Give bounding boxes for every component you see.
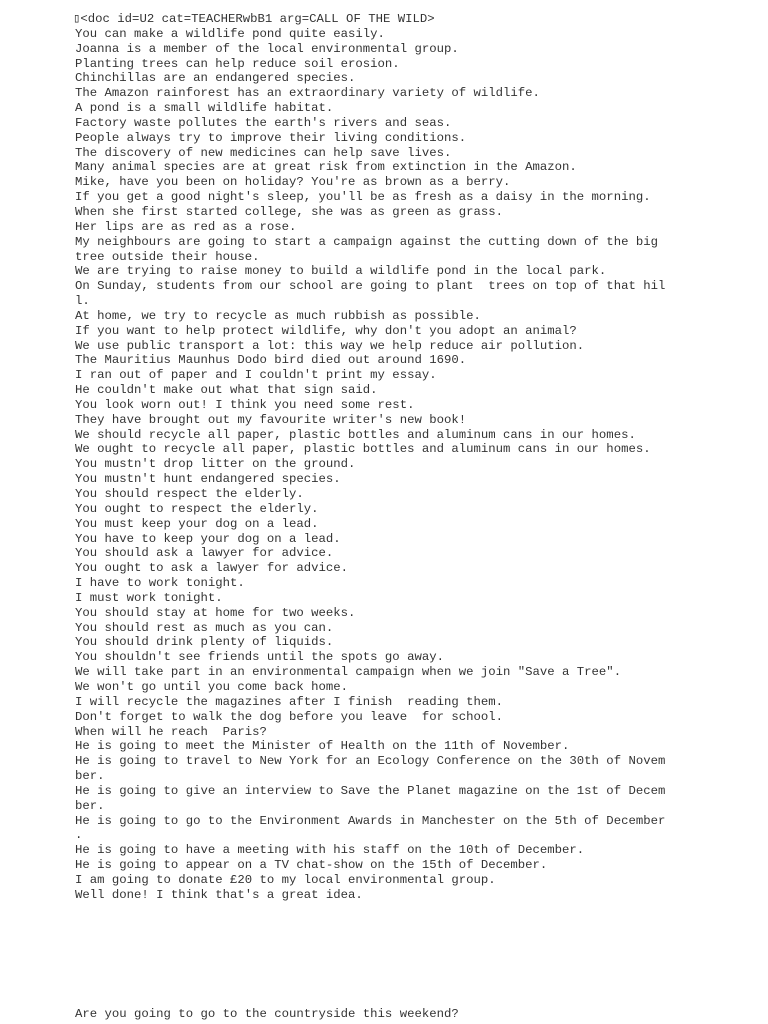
document-line: I am going to donate £20 to my local environmental group. (75, 872, 496, 887)
document-line: I have to work tonight. (75, 576, 245, 591)
document-line: Planting trees can help reduce soil erosion. (75, 56, 400, 71)
document-line: You should stay at home for two weeks. (75, 605, 356, 620)
document-header-tag: ▯<doc id=U2 cat=TEACHERwbB1 arg=CALL OF THE WILD> (73, 12, 435, 26)
document-line: You have to keep your dog on a lead. (75, 531, 341, 546)
document-line: When she first started college, she was as green as grass. (75, 204, 504, 219)
document-line: You ought to ask a lawyer for advice. (75, 561, 349, 576)
document-line: On Sunday, students from our school are going to plant trees on top of that hil (75, 279, 666, 294)
document-line: I will recycle the magazines after I finish reading them. (75, 694, 504, 709)
document-line: They have brought out my favourite writer's new book! (75, 412, 467, 427)
document-line: At home, we try to recycle as much rubbish as possible. (75, 308, 481, 323)
document-line: We are trying to raise money to build a wildlife pond in the local park. (75, 264, 607, 279)
document-line: If you want to help protect wildlife, why don't you adopt an animal? (75, 323, 577, 338)
document-line: The Mauritius Maunhus Dodo bird died out around 1690. (75, 353, 467, 368)
document-line: The Amazon rainforest has an extraordinary variety of wildlife. (75, 86, 540, 101)
document-line: . (75, 828, 83, 843)
document-line: My neighbours are going to start a campaign against the cutting down of the big (75, 234, 658, 249)
document-line: We ought to recycle all paper, plastic bottles and aluminum cans in our homes. (75, 442, 651, 457)
document-line: You should drink plenty of liquids. (75, 635, 334, 650)
document-line: He is going to meet the Minister of Health on the 11th of November. (75, 739, 570, 754)
document-line: We use public transport a lot: this way we help reduce air pollution. (75, 338, 585, 353)
document-line: l. (75, 294, 90, 309)
document-line: He is going to go to the Environment Awards in Manchester on the 5th of December (75, 813, 666, 828)
document-line: You can make a wildlife pond quite easily. (75, 26, 385, 41)
document-line: He is going to travel to New York for an Ecology Conference on the 30th of Novem (75, 754, 666, 769)
document-line: We won't go until you come back home. (75, 679, 349, 694)
document-body (75, 12, 755, 903)
document-line: You should ask a lawyer for advice. (75, 546, 334, 561)
document-line: ber. (75, 769, 105, 784)
document-line: You shouldn't see friends until the spots go away. (75, 650, 444, 665)
document-line: Mike, have you been on holiday? You're as brown as a berry. (75, 175, 511, 190)
document-line: Don't forget to walk the dog before you leave for school. (75, 709, 504, 724)
document-line: You ought to respect the elderly. (75, 501, 319, 516)
document-footer-line: Are you going to go to the countryside this weekend? (75, 1007, 459, 1021)
document-line: You look worn out! I think you need some rest. (75, 397, 415, 412)
document-line: You mustn't hunt endangered species. (75, 472, 341, 487)
document-line: When will he reach Paris? (75, 724, 267, 739)
document-line: He is going to have a meeting with his staff on the 10th of December. (75, 843, 585, 858)
document-line: If you get a good night's sleep, you'll be as fresh as a daisy in the morning. (75, 190, 651, 205)
document-line: I must work tonight. (75, 590, 223, 605)
document-line: I ran out of paper and I couldn't print my essay. (75, 368, 437, 383)
document-line: He is going to appear on a TV chat-show on the 15th of December. (75, 858, 548, 873)
document-line: Factory waste pollutes the earth's rivers and seas. (75, 115, 452, 130)
document-line: We will take part in an environmental campaign when we join "Save a Tree". (75, 665, 622, 680)
document-line: Well done! I think that's a great idea. (75, 887, 363, 902)
document-line: He is going to give an interview to Save the Planet magazine on the 1st of Decem (75, 783, 666, 798)
document-line: Chinchillas are an endangered species. (75, 71, 356, 86)
document-line: We should recycle all paper, plastic bottles and aluminum cans in our homes. (75, 427, 636, 442)
document-line: You should rest as much as you can. (75, 620, 334, 635)
document-line: You mustn't drop litter on the ground. (75, 457, 356, 472)
document-line: The discovery of new medicines can help save lives. (75, 145, 452, 160)
document-line: People always try to improve their living conditions. (75, 130, 467, 145)
document-line: You should respect the elderly. (75, 487, 304, 501)
document-line: Many animal species are at great risk from extinction in the Amazon. (75, 160, 577, 175)
document-line: A pond is a small wildlife habitat. (75, 101, 334, 116)
document-line: You must keep your dog on a lead. (75, 516, 319, 531)
document-line: He couldn't make out what that sign said. (75, 383, 378, 398)
document-line: tree outside their house. (75, 249, 260, 264)
document-line: Joanna is a member of the local environmental group. (75, 41, 459, 56)
document-line: ber. (75, 798, 105, 813)
document-line: Her lips are as red as a rose. (75, 219, 297, 234)
